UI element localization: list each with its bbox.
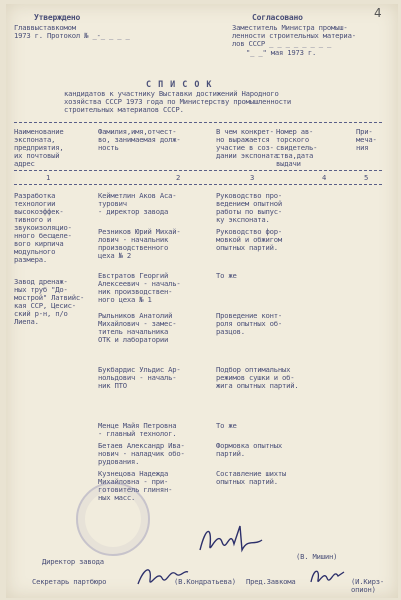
participant-role-line: мовкой и обжигом — [216, 235, 283, 244]
director-name: (В. Мишин) — [296, 552, 338, 561]
column-header-3: В чем конкрет- — [216, 127, 274, 136]
agreed-date: "_ _" мая 1973 г. — [246, 48, 317, 57]
column-header-1: предприятия, — [14, 143, 64, 152]
participant-role-line: То же — [216, 421, 237, 430]
column-number-2: 2 — [176, 173, 181, 182]
participant-name-line: готовитель глинян- — [98, 485, 173, 494]
participant-name-line: Алексеевич - началь- — [98, 279, 181, 288]
heading-line1: кандидатов к участнику Выставки достижений Народного — [64, 89, 279, 98]
exhibit-line: Разработка — [14, 191, 56, 200]
secretary-name: (В.Кондратьева) — [174, 577, 236, 586]
column-header-1: их почтовый — [14, 151, 60, 160]
column-header-5: ния — [356, 143, 369, 152]
heading-line3: строительных материалов СССР. — [64, 105, 184, 114]
column-header-2: Фамилия,имя,отчест- — [98, 127, 177, 136]
participant-role-line: разцов. — [216, 327, 245, 336]
exhibit-line: звукоизоляцио- — [14, 223, 72, 232]
exhibit-line: технологии — [14, 199, 56, 208]
agreed-title: Согласовано — [252, 13, 303, 22]
participant-role-line: То же — [216, 271, 237, 280]
participant-role-line: опытных партий. — [216, 477, 278, 486]
exhibit-line: кая ССР, Цесис- — [14, 301, 76, 310]
column-header-4: торского — [276, 135, 310, 144]
exhibit-line: вого кирпича — [14, 239, 64, 248]
exhibit-line: модульного — [14, 247, 56, 256]
director-signature — [196, 520, 266, 560]
exhibit-line: Завод дренаж- — [14, 277, 68, 286]
participant-role-line: Руководство фор- — [216, 227, 283, 236]
participant-name-line: Менце Майя Петровна — [98, 421, 177, 430]
exhibit-line: высокоэффек- — [14, 207, 64, 216]
participant-role-line: жига опытных партий. — [216, 381, 299, 390]
column-header-4: свидетель- — [276, 143, 318, 152]
exhibit-line: размера. — [14, 255, 48, 264]
participant-name-line: Кузнецова Надежда — [98, 469, 169, 478]
column-number-rule — [14, 184, 382, 185]
participant-name-line: Михайлович - замес- — [98, 319, 177, 328]
participant-name-line: ного цеха № 1 — [98, 295, 152, 304]
participant-name-line: ник производствен- — [98, 287, 173, 296]
participant-name-line: Евстратов Георгий — [98, 271, 169, 280]
participant-name-line: титель начальника — [98, 327, 169, 336]
agreed-line1: Заместитель Министра промыш- — [232, 23, 348, 32]
round-stamp — [76, 482, 150, 556]
document-title: С П И С О К — [146, 79, 213, 89]
participant-name-line: рудования. — [98, 457, 140, 466]
participant-name-line: турович — [98, 199, 127, 208]
exhibit-line: нного бесщеле- — [14, 231, 72, 240]
union-name: (И.Кирз- — [351, 577, 385, 586]
exhibit-line: ский р-н, п/о — [14, 309, 68, 318]
participant-name-line: Михайловна - при- — [98, 477, 169, 486]
approved-line2: 1973 г. Протокол № _-_ _ _ _ — [14, 31, 130, 40]
participant-name-line: цеха № 2 — [98, 251, 132, 260]
participant-name-line: нольдович - началь- — [98, 373, 177, 382]
participant-role-line: опытных партий. — [216, 243, 278, 252]
participant-name-line: Кейметлин Аков Аса- — [98, 191, 177, 200]
heading-line2: хозяйства СССР 1973 года по Министерству промышленности — [64, 97, 291, 106]
participant-role-line: Проведение конт- — [216, 311, 283, 320]
participant-role-line: роля опытных об- — [216, 319, 283, 328]
column-header-5: При- — [356, 127, 373, 136]
column-number-1: 1 — [46, 173, 51, 182]
approved-line1: Главвыставкомом — [14, 23, 76, 32]
participant-name-line: Бетаев Александр Ива- — [98, 441, 185, 450]
exhibit-line: мострой" Латвийс- — [14, 293, 85, 302]
participant-name-line: нович - наладчик обо- — [98, 449, 185, 458]
exhibit-line: Лиепа. — [14, 317, 39, 326]
participant-role-line: Составление шихты — [216, 469, 287, 478]
column-header-3: участие в соз- — [216, 143, 274, 152]
column-header-1: экспоната, — [14, 135, 56, 144]
column-number-5: 5 — [364, 173, 369, 182]
column-header-4: Номер ав- — [276, 127, 314, 136]
participant-name-line: - директор завода — [98, 207, 169, 216]
agreed-line3: лов СССР _ _ _ _ _ _ _ _ — [232, 39, 332, 48]
column-header-3: дании экспоната — [216, 151, 278, 160]
participant-role-line: ку экспоната. — [216, 215, 270, 224]
participant-role-line: режимов сушки и об- — [216, 373, 295, 382]
document-page — [6, 4, 398, 598]
secretary-signature — [134, 558, 190, 592]
participant-role-line: партий. — [216, 449, 245, 458]
participant-role-line: Подбор оптимальных — [216, 365, 291, 374]
exhibit-line: тивного и — [14, 215, 52, 224]
participant-name-line: лович - начальник — [98, 235, 169, 244]
union-label: Пред.Завкома — [246, 577, 296, 586]
column-header-2: ность — [98, 143, 119, 152]
column-header-4: ства,дата — [276, 151, 314, 160]
participant-role-line: работы по выпус- — [216, 207, 283, 216]
participant-name-line: ОТК и лаборатории — [98, 335, 169, 344]
participant-role-line: Руководство про- — [216, 191, 283, 200]
column-header-1: Наименование — [14, 127, 64, 136]
agreed-line2: ленности строительных материа- — [232, 31, 356, 40]
column-header-2: во, занимаемая долж- — [98, 135, 181, 144]
participant-name-line: - главный технолог. — [98, 429, 177, 438]
column-number-4: 4 — [322, 173, 327, 182]
approved-title: Утверждено — [34, 13, 81, 22]
column-header-3: но выражается — [216, 135, 270, 144]
participant-role-line: ведением опытной — [216, 199, 283, 208]
participant-role-line: Формовка опытных — [216, 441, 283, 450]
participant-name-line: Букбардис Ульдис Ар- — [98, 365, 181, 374]
column-header-4: выдачи — [276, 159, 301, 168]
table-top-rule — [14, 122, 382, 123]
union-signature — [308, 560, 348, 590]
column-number-3: 3 — [250, 173, 255, 182]
participant-name-line: производственного — [98, 243, 169, 252]
participant-name-line: ник ПТО — [98, 381, 127, 390]
participant-name-line: ных масс. — [98, 493, 136, 502]
participant-name-line: Рыльников Анатолий — [98, 311, 173, 320]
exhibit-line: ных труб "До- — [14, 285, 68, 294]
secretary-label: Секретарь партбюро — [32, 577, 107, 586]
participant-name-line: Резников Юрий Михай- — [98, 227, 181, 236]
director-label: Директор завода — [42, 557, 104, 566]
union-name-cont: опион) — [351, 585, 376, 594]
table-header-rule — [14, 170, 382, 171]
page-number: 4 — [374, 6, 382, 20]
column-header-1: адрес — [14, 159, 35, 168]
column-header-5: меча- — [356, 135, 377, 144]
